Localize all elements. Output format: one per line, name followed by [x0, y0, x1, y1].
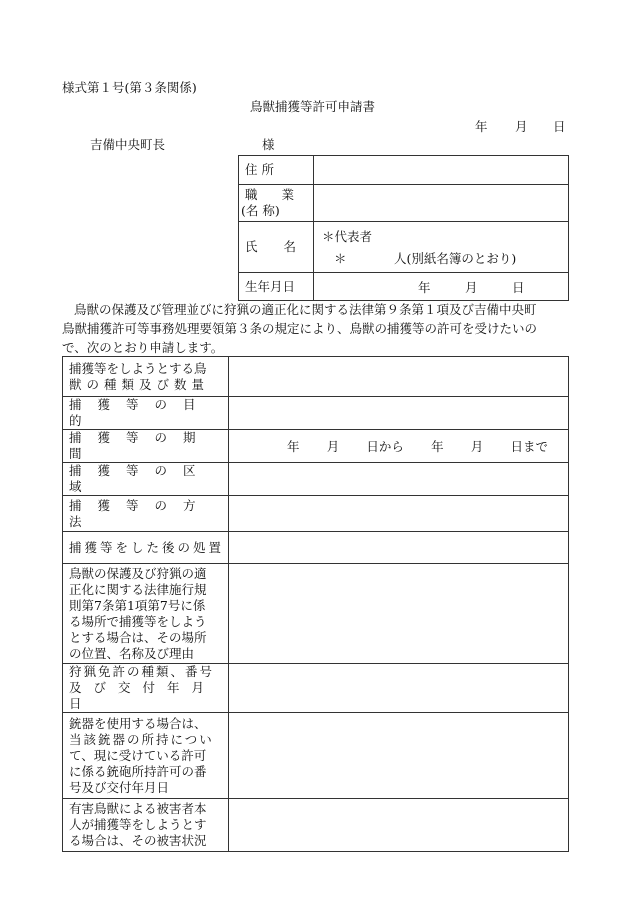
firearm-permit-field[interactable]	[229, 713, 569, 799]
birth-field[interactable]	[314, 273, 569, 301]
date-year-label: 年	[475, 119, 488, 134]
birth-label: 生年月日	[245, 278, 296, 294]
period-label: 捕獲等の期間	[69, 430, 212, 461]
firearm-permit-label: 銃器を使用する場合は、 当該銃器の所持につい て、現に受けている許可 に係る銃砲所持許可の番 号及び交付年月日	[69, 715, 214, 795]
species-quantity-field[interactable]	[229, 357, 569, 397]
address-field[interactable]	[314, 156, 569, 185]
occupation-label: 職 業 (名 称)	[241, 187, 294, 218]
application-table	[62, 356, 569, 852]
address-label: 住 所	[245, 162, 274, 177]
period-start-day: 日から	[366, 439, 404, 454]
area-field[interactable]	[229, 463, 569, 496]
method-label: 捕獲等の方法	[69, 497, 212, 529]
hunting-license-label: 狩猟免許の種類、番号 及び交付年月日	[69, 664, 217, 711]
table-row	[63, 357, 569, 397]
post-capture-label: 捕獲等をした後の処置	[69, 539, 225, 555]
applicant-table	[238, 155, 569, 301]
purpose-field[interactable]	[229, 397, 569, 430]
post-capture-field[interactable]	[229, 532, 569, 564]
table-row	[63, 564, 569, 664]
birth-day: 日	[512, 279, 525, 295]
body-paragraph: 鳥獣の保護及び管理並びに狩猟の適正化に関する法律第９条第１項及び吉備中央町 鳥獣捕獲許可等事務処理要領第３条の規定により、鳥獣の捕獲等の許可を受けたいの で、次のとおり申請します。	[62, 302, 538, 355]
table-row	[63, 799, 569, 852]
name-label: 氏 名	[245, 239, 296, 254]
form-number: 様式第１号(第３条関係)	[62, 80, 197, 95]
period-end-month: 月	[470, 439, 484, 454]
address-label-cell	[239, 156, 314, 185]
birth-year: 年	[418, 279, 431, 295]
table-row	[63, 713, 569, 799]
damage-status-label: 有害鳥獣による被害者本 人が捕獲等をしようとす る場合は、その被害状況	[69, 801, 207, 848]
honorific: 様	[262, 137, 275, 152]
hunting-license-field[interactable]	[229, 664, 569, 713]
name-representative: ＊代表者	[322, 229, 373, 244]
date-day-label: 日	[553, 119, 566, 134]
addressee: 吉備中央町長	[90, 137, 166, 152]
period-start-month: 月	[326, 439, 340, 454]
table-row	[63, 397, 569, 430]
occupation-label-cell	[239, 185, 314, 222]
species-quantity-label: 捕獲等をしようとする鳥 獣の種類及び数量	[69, 360, 210, 392]
occupation-field[interactable]	[314, 185, 569, 222]
period-start-year: 年	[287, 439, 300, 454]
area-label: 捕獲等の区域	[69, 463, 212, 494]
name-label-cell	[239, 222, 314, 273]
name-count-note: 人(別紙名簿のとおり)	[394, 251, 517, 266]
method-field[interactable]	[229, 496, 569, 532]
period-end-day: 日まで	[510, 439, 548, 454]
period-end-year: 年	[431, 439, 444, 454]
date-month-label: 月	[515, 119, 528, 134]
form-title: 鳥獣捕獲等許可申請書	[250, 99, 376, 114]
period-field[interactable]	[229, 430, 569, 463]
birth-label-cell	[239, 273, 314, 301]
purpose-label: 捕獲等の目的	[69, 397, 212, 428]
birth-month: 月	[465, 279, 478, 295]
name-star: ＊	[334, 251, 347, 266]
table-row	[63, 664, 569, 713]
damage-status-field[interactable]	[229, 799, 569, 852]
table-row	[63, 532, 569, 564]
designated-place-field[interactable]	[229, 564, 569, 664]
table-row	[63, 496, 569, 532]
name-field[interactable]	[314, 222, 569, 273]
table-row	[63, 430, 569, 463]
table-row	[63, 463, 569, 496]
designated-place-label: 鳥獣の保護及び狩猟の適 正化に関する法律施行規 則第7条第1項第7号に係 る場所で捕獲等をしよう とする場合は、その場所 の位置、名称及び理由	[69, 565, 207, 661]
